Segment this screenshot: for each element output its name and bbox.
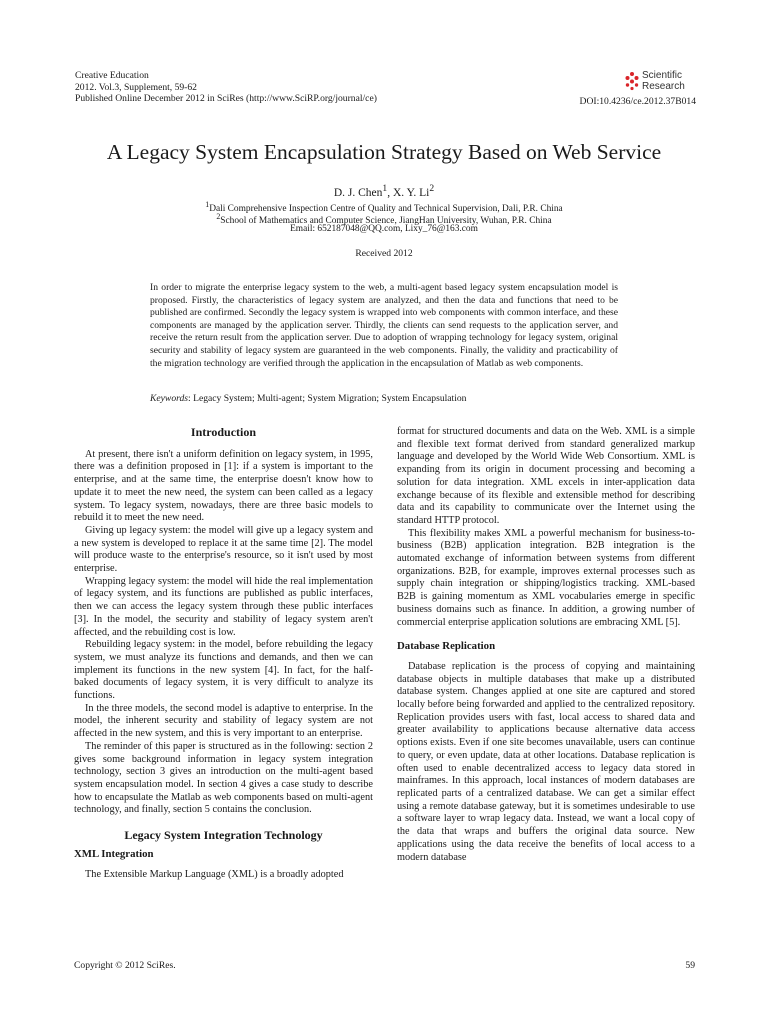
- keywords-text: : Legacy System; Multi-agent; System Migration; System Encapsulation: [188, 393, 467, 404]
- authors: [0, 183, 768, 199]
- publisher-logo: [624, 70, 704, 94]
- paragraph: Wrapping legacy system: the model will hide the real implementation of legacy system, and its functions are published as public interfaces, then we can access the legacy system through these public interfaces [3]. In the model, the security and stability of legacy system aren't affected, and the rebuilding cost is low.: [74, 575, 373, 638]
- logo-text: [642, 70, 685, 92]
- left-column: [74, 426, 373, 881]
- journal-published: Published Online December 2012 in SciRes (http://www.SciRP.org/journal/ce): [75, 93, 377, 104]
- subsection-heading-database-replication: Database Replication: [397, 640, 496, 653]
- scientific-research-logo-icon: [624, 71, 640, 91]
- page-number: 59: [685, 960, 695, 971]
- doi: DOI:10.4236/ce.2012.37B014: [579, 96, 696, 107]
- paragraph: At present, there isn't a uniform definition on legacy system, in 1995, there was a definition proposed in [1]: if a system is important to the enterprise, and at the same time, the enterprise doesn't know how to update it to meet the new need, the system can been called as a legacy system. To legacy system, nowadays, there are three basic models to rebuild it to meet the new need.: [74, 448, 373, 524]
- abstract: In order to migrate the enterprise legacy system to the web, a multi-agent based legacy system encapsulation model is proposed. Firstly, the characteristics of legacy system are analyzed, and then the data and functions that need to be published are confirmed. Secondly the legacy system is wrapped into web components with common interface, and these components are managed by the application server. Thirdly, the clients can send requests to the application server, and receive the return result from the application server. Due to adoption of wrapping technology for legacy system, original security and stability of legacy system are guaranteed in the web components. Finally, the validity and practicability of the migration technology are verified through the application in the encapsulation of Matlab as web components.: [150, 282, 618, 369]
- section-heading-integration: Legacy System Integration Technology: [124, 828, 323, 843]
- affiliation-1-text: Dali Comprehensive Inspection Centre of Quality and Technical Supervision, Dali, P.R. China: [209, 204, 563, 215]
- affiliation-2-text: School of Mathematics and Computer Science, JiangHan University, Wuhan, P.R. China: [220, 216, 552, 227]
- journal-name: Creative Education: [75, 70, 149, 81]
- footer-copyright: Copyright © 2012 SciRes.: [74, 960, 176, 971]
- logo-line-2: Research: [642, 81, 685, 92]
- author-2: X. Y. Li: [392, 186, 430, 199]
- author-1: D. J. Chen: [333, 186, 383, 199]
- subsection-heading-xml: XML Integration: [74, 847, 154, 860]
- section-heading-introduction: Introduction: [190, 425, 257, 439]
- affiliation-2-sup: 2: [216, 212, 221, 221]
- paper-title: A Legacy System Encapsulation Strategy Based on Web Service: [106, 140, 662, 164]
- paragraph: Rebuilding legacy system: in the model, before rebuilding the legacy system, we must analyze its functions and demands, and then we can implement its functions in the new system [4]. In fact, for the half-baked documents of legacy system, it is very difficult to analyze its functions.: [74, 639, 373, 702]
- author-1-sup: 1: [382, 183, 388, 194]
- right-column: [397, 426, 695, 864]
- paragraph: This flexibility makes XML a powerful mechanism for business-to-business (B2B) application integration. B2B integration is the automated exchange of information between systems from different organizations. B2B, for example, improves external processes such as supply chain integration or shipping/logistics tracking. XML-based B2B is gaining momentum as XML vocabularies emerge in specific business domains such as finance. In addition, a growing number of commercial enterprise application solutions are embracing XML [5].: [397, 527, 695, 628]
- paragraph: Giving up legacy system: the model will give up a legacy system and a new system is developed to replace it at the same time [2]. The model will produce waste to the enterprise's resource, so it isn't used by most enterprise.: [74, 524, 373, 575]
- paragraph: format for structured documents and data on the Web. XML is a simple and flexible text format derived from standard generalized markup language and developed by the World Wide Web Consortium. XML is expanding from its origin in document processing and becoming a solution for data integration. XML excels in inter-application data exchange because of its flexible and extensible method for describing data and its capability to communicate over the Internet using the standard HTTP protocol.: [397, 426, 695, 526]
- paragraph: The Extensible Markup Language (XML) is a broadly adopted: [85, 868, 344, 880]
- paragraph: Database replication is the process of copying and maintaining database objects in multiple databases that make up a distributed database system. Changes applied at one site are captured and stored locally before being forwarded and applied to the centralized repository. Replication provides users with fast, local access to shared data and greater availability to applications because alternative data access options exists. Even if one site becomes unavailable, users can continue to query, or even update, data at other locations. Database replication is often used to enable decentralized access to legacy data stored in mainframes. In this approach, local instances of modern databases are replicated parts of a centralized database. We can get a similar effect using a remote database gateway, but it is sometimes undesirable to use a software layer to wrap legacy data. Instead, we want a local copy of the data that wraps and buffers the original data source. New applications using the data receive the benefits of local access to a modern database: [397, 660, 695, 863]
- received-date: Received 2012: [355, 248, 413, 259]
- journal-volume: 2012. Vol.3, Supplement, 59-62: [75, 81, 197, 93]
- author-2-sup: 2: [429, 183, 435, 194]
- keywords-label: Keywords: [150, 393, 189, 404]
- journal-info: [75, 70, 377, 105]
- email: Email: 652187048@QQ.com, Lixy_76@163.com: [290, 224, 478, 234]
- logo-line-1: Scientific: [642, 70, 683, 81]
- paragraph: In the three models, the second model is adaptive to enterprise. In the model, the inherent security and stability of legacy system are not affected in the new system, and this is very important to an enterprise.: [74, 702, 373, 740]
- keywords: [150, 393, 620, 404]
- author-separator: ,: [387, 186, 393, 199]
- paragraph: The reminder of this paper is structured as in the following: section 2 gives some background information in legacy system integration technology, section 3 gives an introduction on the multi-agent based system encapsulation model. In section 4 gives a case study to describe how to encapsulate the Matlab as web components based on multi-agent technology, and finally, section 5 contains the conclusion.: [74, 740, 373, 816]
- affiliation-1-sup: 1: [205, 200, 210, 209]
